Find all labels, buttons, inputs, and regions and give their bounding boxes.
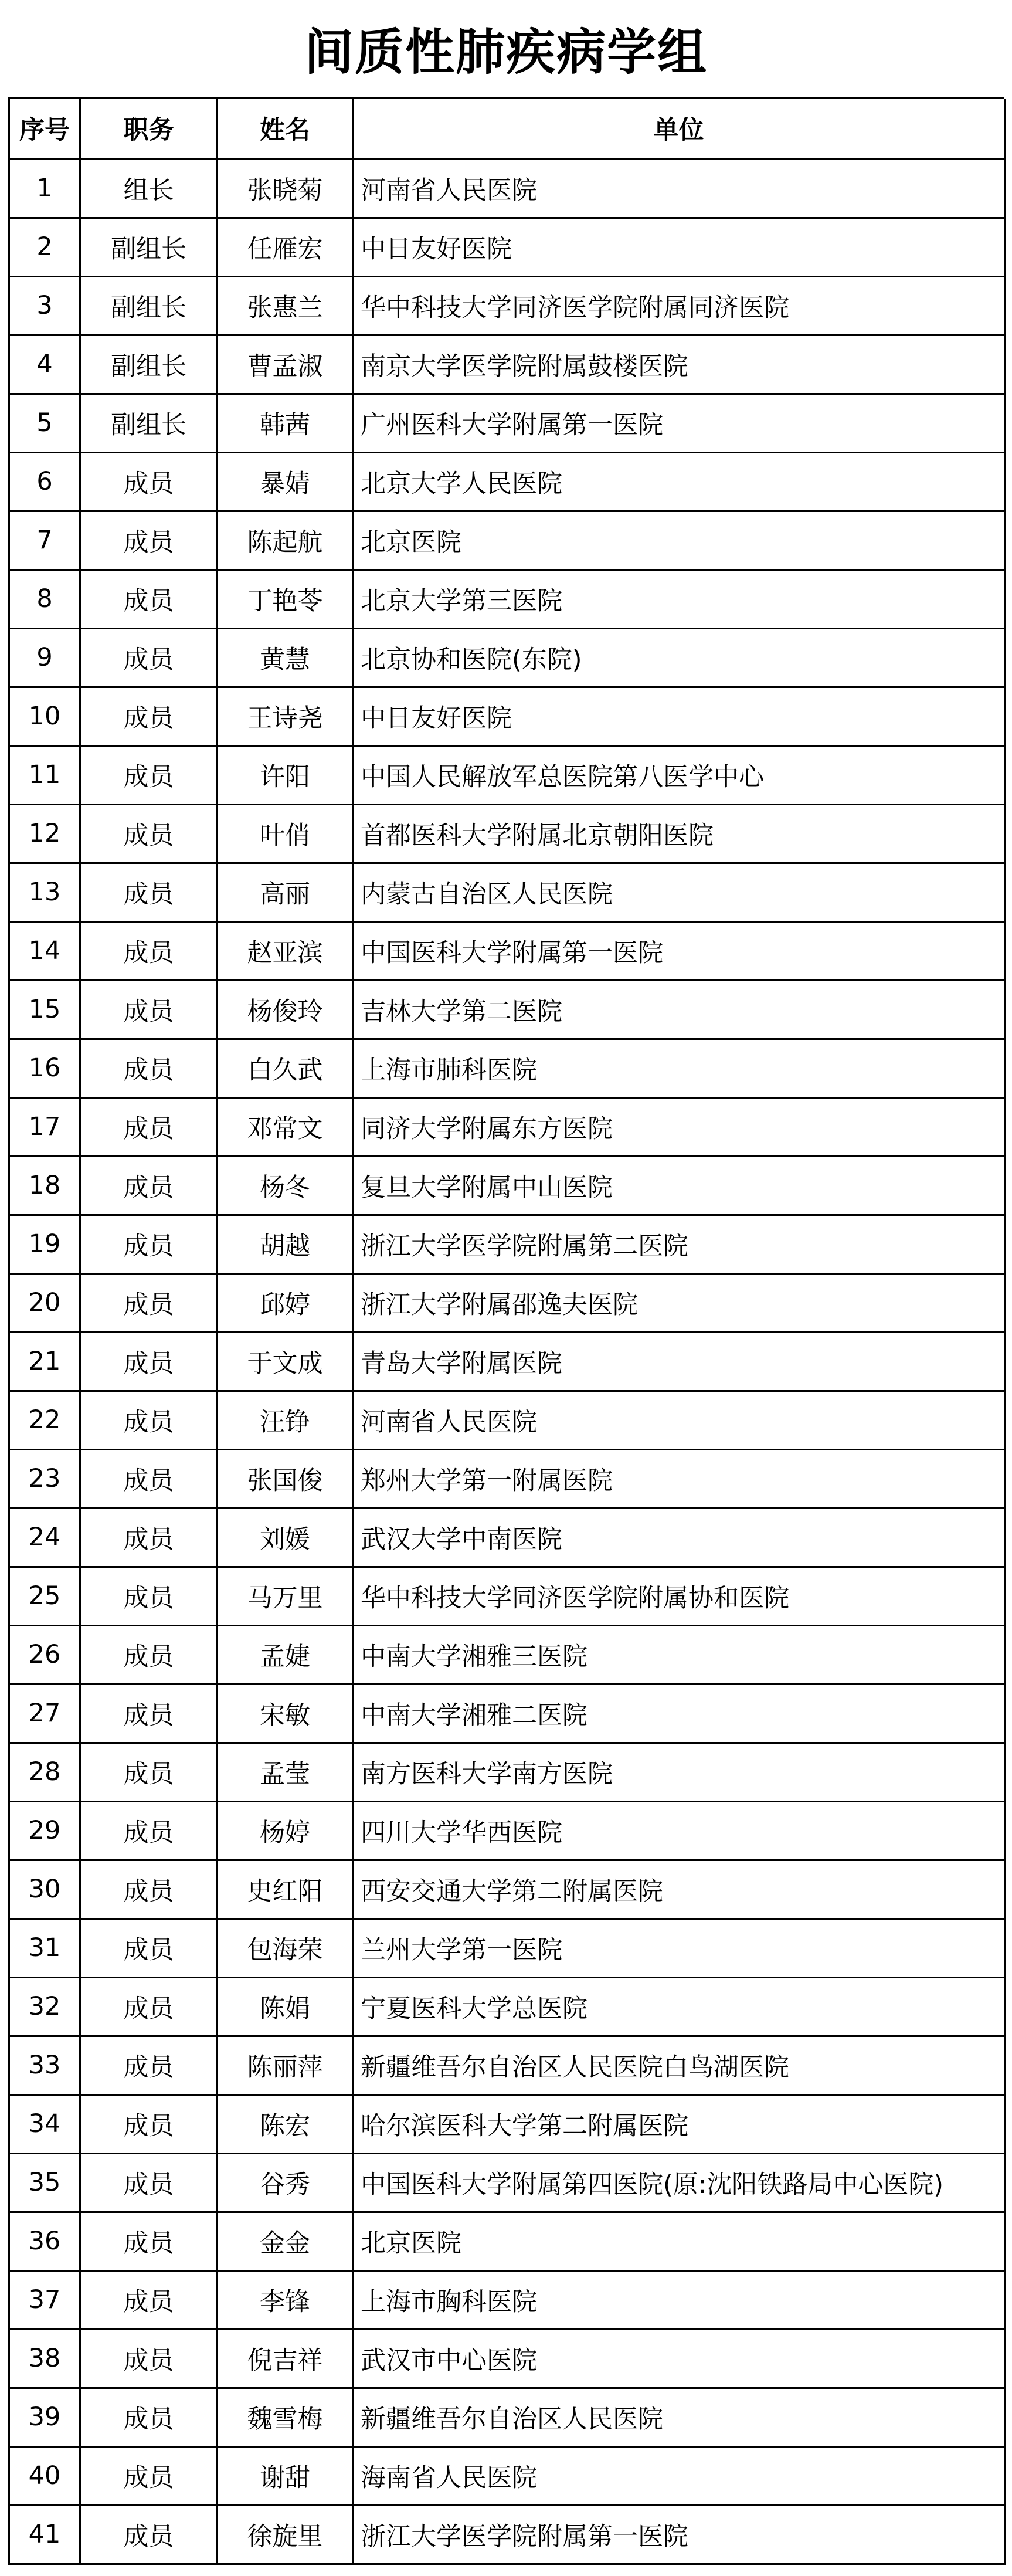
cell-no: 27: [9, 1684, 80, 1743]
cell-name: 倪吉祥: [218, 2329, 353, 2388]
table-body: [9, 159, 1005, 2564]
table-row: [9, 1391, 1005, 1449]
cell-role: 成员: [80, 1449, 218, 1508]
cell-no: 13: [9, 863, 80, 921]
table-row: [9, 1801, 1005, 1860]
cell-unit: 新疆维吾尔自治区人民医院白鸟湖医院: [353, 2036, 1005, 2094]
cell-role: 成员: [80, 1039, 218, 1097]
cell-no: 38: [9, 2329, 80, 2388]
cell-name: 杨婷: [218, 1801, 353, 1860]
cell-unit: 中国医科大学附属第四医院(原:沈阳铁路局中心医院): [353, 2153, 1005, 2212]
cell-name: 陈丽萍: [218, 2036, 353, 2094]
cell-unit: 北京大学第三医院: [353, 570, 1005, 628]
cell-unit: 上海市肺科医院: [353, 1039, 1005, 1097]
cell-no: 2: [9, 218, 80, 276]
cell-role: 成员: [80, 2212, 218, 2270]
cell-unit: 复旦大学附属中山医院: [353, 1156, 1005, 1215]
cell-no: 14: [9, 921, 80, 980]
cell-no: 33: [9, 2036, 80, 2094]
cell-unit: 中国人民解放军总医院第八医学中心: [353, 745, 1005, 804]
cell-name: 王诗尧: [218, 687, 353, 745]
cell-name: 暴婧: [218, 452, 353, 511]
cell-role: 组长: [80, 159, 218, 218]
cell-name: 汪铮: [218, 1391, 353, 1449]
cell-name: 张惠兰: [218, 276, 353, 335]
table-row: [9, 335, 1005, 394]
table-row: [9, 1332, 1005, 1391]
cell-unit: 武汉市中心医院: [353, 2329, 1005, 2388]
cell-no: 9: [9, 628, 80, 687]
cell-unit: 浙江大学附属邵逸夫医院: [353, 1273, 1005, 1332]
cell-unit: 南京大学医学院附属鼓楼医院: [353, 335, 1005, 394]
cell-role: 成员: [80, 1273, 218, 1332]
cell-no: 32: [9, 1977, 80, 2036]
cell-name: 包海荣: [218, 1919, 353, 1977]
cell-role: 成员: [80, 2446, 218, 2505]
cell-role: 成员: [80, 511, 218, 570]
cell-no: 11: [9, 745, 80, 804]
cell-name: 高丽: [218, 863, 353, 921]
cell-role: 成员: [80, 1801, 218, 1860]
cell-role: 副组长: [80, 218, 218, 276]
table-row: [9, 1567, 1005, 1625]
cell-no: 1: [9, 159, 80, 218]
cell-role: 成员: [80, 1215, 218, 1273]
cell-role: 成员: [80, 1097, 218, 1156]
table-row: [9, 804, 1005, 863]
cell-role: 成员: [80, 921, 218, 980]
cell-name: 邓常文: [218, 1097, 353, 1156]
table-row: [9, 628, 1005, 687]
header-no: 序号: [9, 99, 80, 159]
cell-name: 曹孟淑: [218, 335, 353, 394]
cell-role: 成员: [80, 2505, 218, 2564]
cell-unit: 中南大学湘雅三医院: [353, 1625, 1005, 1684]
cell-no: 18: [9, 1156, 80, 1215]
cell-unit: 河南省人民医院: [353, 1391, 1005, 1449]
cell-role: 成员: [80, 1391, 218, 1449]
table-row: [9, 511, 1005, 570]
cell-no: 12: [9, 804, 80, 863]
table-row: [9, 1919, 1005, 1977]
cell-no: 26: [9, 1625, 80, 1684]
table-row: [9, 2329, 1005, 2388]
cell-unit: 浙江大学医学院附属第一医院: [353, 2505, 1005, 2564]
cell-no: 7: [9, 511, 80, 570]
cell-unit: 北京医院: [353, 511, 1005, 570]
cell-role: 成员: [80, 1156, 218, 1215]
table-row: [9, 1743, 1005, 1801]
table-row: [9, 1625, 1005, 1684]
cell-role: 成员: [80, 1625, 218, 1684]
table-row: [9, 2036, 1005, 2094]
cell-role: 成员: [80, 1508, 218, 1567]
table-row: [9, 2270, 1005, 2329]
cell-unit: 宁夏医科大学总医院: [353, 1977, 1005, 2036]
header-name: 姓名: [218, 99, 353, 159]
title-row: [8, 0, 1004, 99]
cell-unit: 北京医院: [353, 2212, 1005, 2270]
table-row: [9, 2446, 1005, 2505]
cell-unit: 中日友好医院: [353, 687, 1005, 745]
table-row: [9, 218, 1005, 276]
cell-name: 张晓菊: [218, 159, 353, 218]
table-row: [9, 1860, 1005, 1919]
cell-unit: 哈尔滨医科大学第二附属医院: [353, 2094, 1005, 2153]
cell-name: 李锋: [218, 2270, 353, 2329]
cell-name: 魏雪梅: [218, 2388, 353, 2446]
cell-name: 陈宏: [218, 2094, 353, 2153]
cell-role: 成员: [80, 1332, 218, 1391]
cell-role: 成员: [80, 2270, 218, 2329]
cell-name: 谢甜: [218, 2446, 353, 2505]
cell-name: 张国俊: [218, 1449, 353, 1508]
cell-unit: 同济大学附属东方医院: [353, 1097, 1005, 1156]
cell-no: 41: [9, 2505, 80, 2564]
cell-no: 22: [9, 1391, 80, 1449]
cell-no: 25: [9, 1567, 80, 1625]
cell-unit: 西安交通大学第二附属医院: [353, 1860, 1005, 1919]
page-title: 间质性肺疾病学组: [304, 23, 708, 81]
cell-name: 杨冬: [218, 1156, 353, 1215]
cell-no: 6: [9, 452, 80, 511]
table-row: [9, 394, 1005, 452]
table-row: [9, 1215, 1005, 1273]
cell-unit: 武汉大学中南医院: [353, 1508, 1005, 1567]
cell-unit: 吉林大学第二医院: [353, 980, 1005, 1039]
cell-no: 5: [9, 394, 80, 452]
cell-name: 宋敏: [218, 1684, 353, 1743]
cell-name: 杨俊玲: [218, 980, 353, 1039]
cell-role: 成员: [80, 452, 218, 511]
cell-name: 马万里: [218, 1567, 353, 1625]
table-row: [9, 745, 1005, 804]
cell-name: 邱婷: [218, 1273, 353, 1332]
cell-role: 成员: [80, 980, 218, 1039]
cell-no: 21: [9, 1332, 80, 1391]
cell-no: 16: [9, 1039, 80, 1097]
table-row: [9, 1156, 1005, 1215]
cell-role: 成员: [80, 1567, 218, 1625]
cell-no: 40: [9, 2446, 80, 2505]
cell-name: 胡越: [218, 1215, 353, 1273]
table-row: [9, 2212, 1005, 2270]
cell-no: 34: [9, 2094, 80, 2153]
cell-name: 孟莹: [218, 1743, 353, 1801]
cell-unit: 浙江大学医学院附属第二医院: [353, 1215, 1005, 1273]
member-table: [8, 99, 1006, 2565]
cell-no: 15: [9, 980, 80, 1039]
cell-name: 白久武: [218, 1039, 353, 1097]
table-row: [9, 1508, 1005, 1567]
cell-unit: 北京协和医院(东院): [353, 628, 1005, 687]
cell-name: 许阳: [218, 745, 353, 804]
cell-no: 17: [9, 1097, 80, 1156]
table-row: [9, 980, 1005, 1039]
cell-no: 37: [9, 2270, 80, 2329]
table-row: [9, 452, 1005, 511]
cell-unit: 华中科技大学同济医学院附属同济医院: [353, 276, 1005, 335]
cell-name: 黄慧: [218, 628, 353, 687]
cell-unit: 新疆维吾尔自治区人民医院: [353, 2388, 1005, 2446]
table-row: [9, 863, 1005, 921]
cell-name: 赵亚滨: [218, 921, 353, 980]
cell-name: 叶俏: [218, 804, 353, 863]
cell-unit: 北京大学人民医院: [353, 452, 1005, 511]
table-row: [9, 1039, 1005, 1097]
cell-role: 成员: [80, 2153, 218, 2212]
cell-unit: 内蒙古自治区人民医院: [353, 863, 1005, 921]
cell-name: 刘媛: [218, 1508, 353, 1567]
table-row: [9, 2094, 1005, 2153]
cell-role: 成员: [80, 1860, 218, 1919]
cell-no: 23: [9, 1449, 80, 1508]
cell-role: 成员: [80, 745, 218, 804]
cell-name: 于文成: [218, 1332, 353, 1391]
cell-no: 4: [9, 335, 80, 394]
cell-no: 8: [9, 570, 80, 628]
cell-role: 成员: [80, 804, 218, 863]
cell-no: 31: [9, 1919, 80, 1977]
cell-no: 36: [9, 2212, 80, 2270]
cell-no: 39: [9, 2388, 80, 2446]
cell-no: 29: [9, 1801, 80, 1860]
header-role: 职务: [80, 99, 218, 159]
cell-role: 成员: [80, 2388, 218, 2446]
table-row: [9, 1684, 1005, 1743]
table-row: [9, 2505, 1005, 2564]
cell-role: 成员: [80, 1684, 218, 1743]
cell-unit: 郑州大学第一附属医院: [353, 1449, 1005, 1508]
cell-role: 成员: [80, 863, 218, 921]
cell-name: 徐旋里: [218, 2505, 353, 2564]
cell-unit: 青岛大学附属医院: [353, 1332, 1005, 1391]
cell-role: 副组长: [80, 394, 218, 452]
cell-unit: 华中科技大学同济医学院附属协和医院: [353, 1567, 1005, 1625]
table-row: [9, 159, 1005, 218]
cell-role: 成员: [80, 2329, 218, 2388]
table-row: [9, 1977, 1005, 2036]
table-row: [9, 1097, 1005, 1156]
cell-name: 任雁宏: [218, 218, 353, 276]
cell-role: 成员: [80, 1743, 218, 1801]
table-row: [9, 2153, 1005, 2212]
cell-name: 金金: [218, 2212, 353, 2270]
cell-unit: 四川大学华西医院: [353, 1801, 1005, 1860]
cell-no: 35: [9, 2153, 80, 2212]
table-row: [9, 921, 1005, 980]
table-row: [9, 687, 1005, 745]
cell-no: 19: [9, 1215, 80, 1273]
cell-role: 副组长: [80, 335, 218, 394]
cell-no: 24: [9, 1508, 80, 1567]
cell-unit: 兰州大学第一医院: [353, 1919, 1005, 1977]
table-header-row: [9, 99, 1005, 159]
cell-unit: 中南大学湘雅二医院: [353, 1684, 1005, 1743]
cell-unit: 中日友好医院: [353, 218, 1005, 276]
cell-name: 孟婕: [218, 1625, 353, 1684]
cell-role: 成员: [80, 570, 218, 628]
cell-unit: 河南省人民医院: [353, 159, 1005, 218]
cell-role: 成员: [80, 628, 218, 687]
cell-role: 成员: [80, 2036, 218, 2094]
cell-name: 陈起航: [218, 511, 353, 570]
header-unit: 单位: [353, 99, 1005, 159]
cell-no: 3: [9, 276, 80, 335]
cell-name: 史红阳: [218, 1860, 353, 1919]
cell-unit: 南方医科大学南方医院: [353, 1743, 1005, 1801]
table-row: [9, 570, 1005, 628]
cell-role: 成员: [80, 1919, 218, 1977]
cell-role: 成员: [80, 2094, 218, 2153]
cell-no: 28: [9, 1743, 80, 1801]
cell-name: 谷秀: [218, 2153, 353, 2212]
cell-unit: 首都医科大学附属北京朝阳医院: [353, 804, 1005, 863]
cell-name: 韩茜: [218, 394, 353, 452]
cell-role: 成员: [80, 1977, 218, 2036]
cell-no: 10: [9, 687, 80, 745]
cell-no: 30: [9, 1860, 80, 1919]
cell-unit: 上海市胸科医院: [353, 2270, 1005, 2329]
table-row: [9, 2388, 1005, 2446]
cell-unit: 广州医科大学附属第一医院: [353, 394, 1005, 452]
table-row: [9, 1273, 1005, 1332]
cell-role: 副组长: [80, 276, 218, 335]
table-row: [9, 276, 1005, 335]
cell-role: 成员: [80, 687, 218, 745]
cell-unit: 海南省人民医院: [353, 2446, 1005, 2505]
cell-no: 20: [9, 1273, 80, 1332]
cell-name: 丁艳苓: [218, 570, 353, 628]
table-row: [9, 1449, 1005, 1508]
cell-unit: 中国医科大学附属第一医院: [353, 921, 1005, 980]
cell-name: 陈娟: [218, 1977, 353, 2036]
